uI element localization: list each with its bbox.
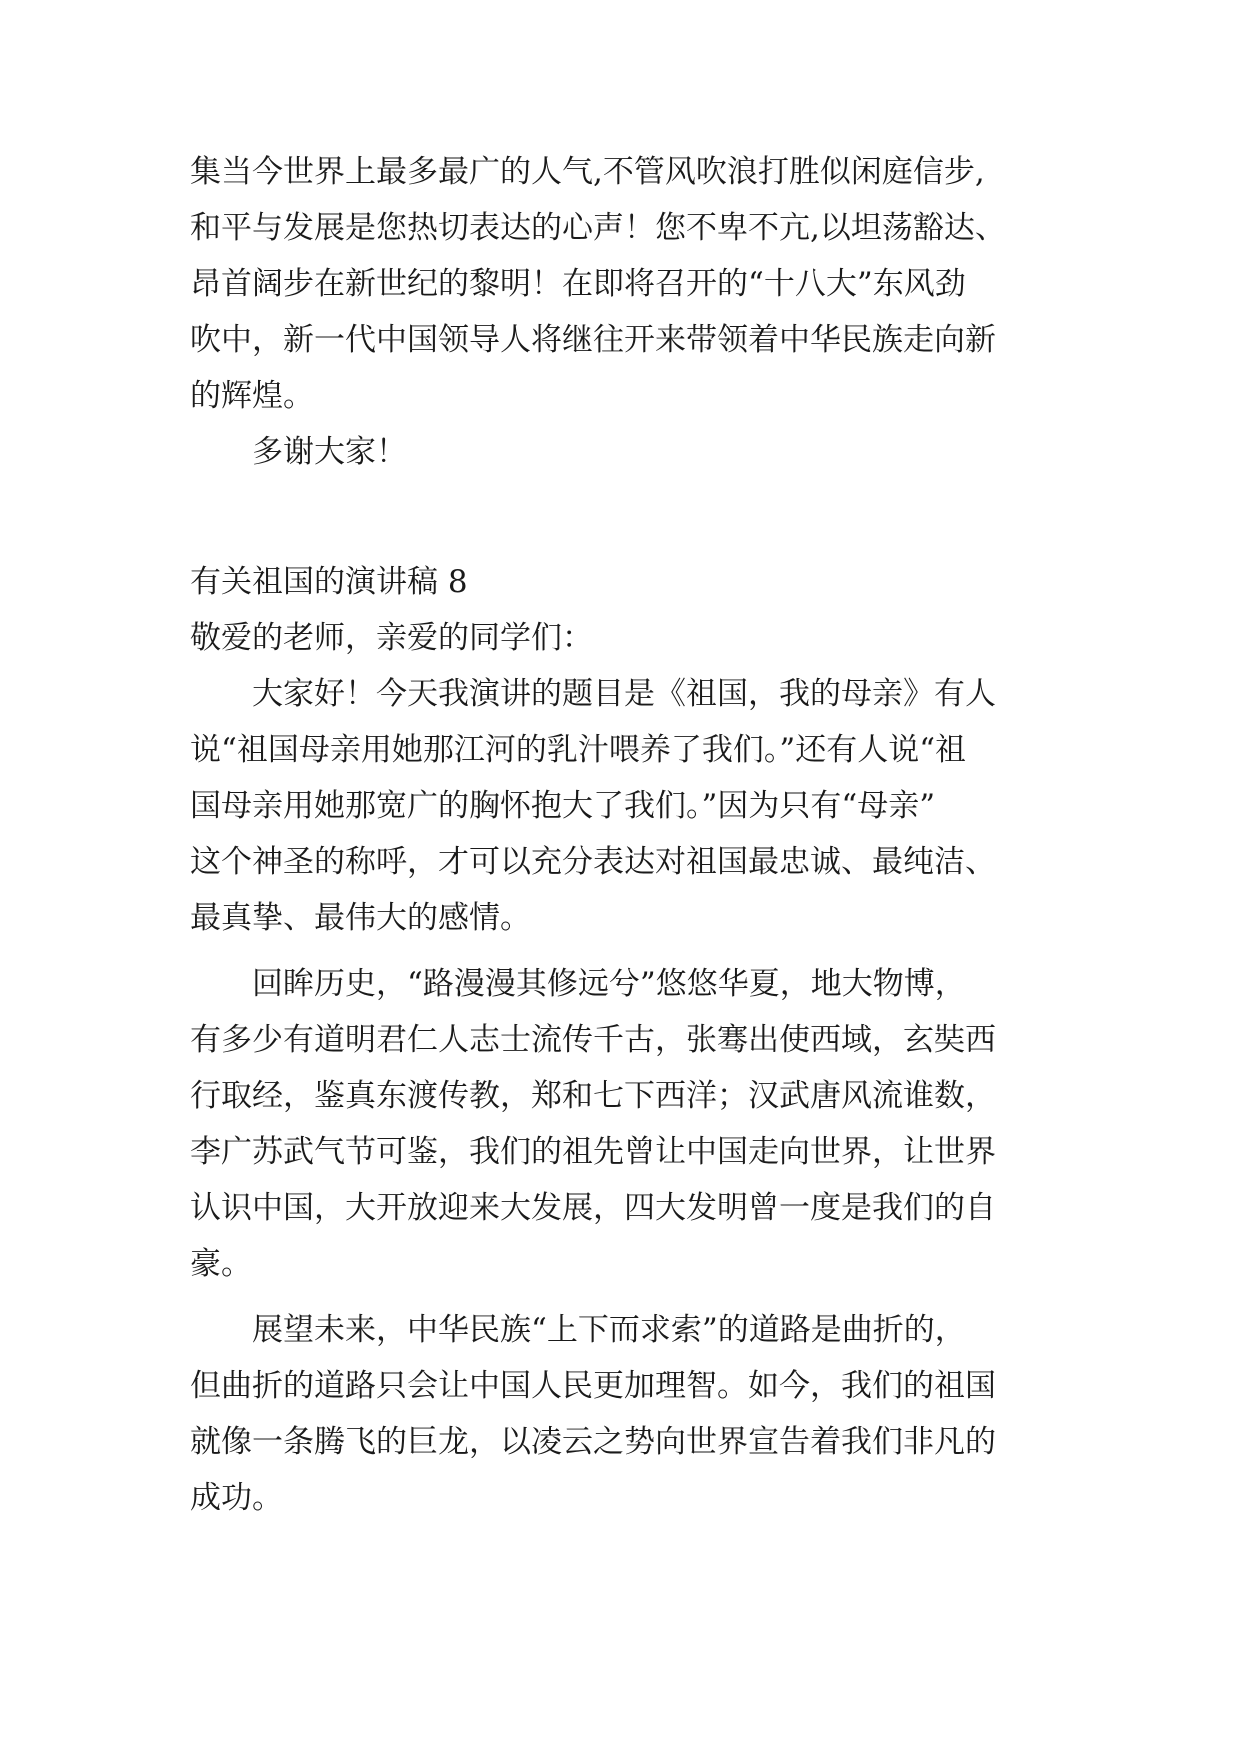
paragraph-line: 国母亲用她那宽广的胸怀抱大了我们。”因为只有“母亲”: [190, 788, 936, 824]
section-title: 有关祖国的演讲稿 8: [190, 564, 468, 600]
paragraph-line: 回眸历史，“路漫漫其修远兮”悠悠华夏，地大物博，: [252, 966, 966, 1002]
paragraph-line: 最真挚、最伟大的感情。: [190, 900, 531, 936]
text-line: 昂首阔步在新世纪的黎明！在即将召开的“十八大”东风劲: [190, 266, 966, 302]
paragraph-line: 成功。: [190, 1480, 283, 1516]
text-line: 集当今世界上最多最广的人气,不管风吹浪打胜似闲庭信步,: [190, 154, 985, 190]
text-line: 吹中，新一代中国领导人将继往开来带领着中华民族走向新: [190, 322, 996, 358]
paragraph-line: 就像一条腾飞的巨龙，以凌云之势向世界宣告着我们非凡的: [190, 1424, 996, 1460]
paragraph-line: 认识中国，大开放迎来大发展，四大发明曾一度是我们的自: [190, 1190, 996, 1226]
paragraph-line: 展望未来，中华民族“上下而求索”的道路是曲折的，: [252, 1312, 966, 1348]
text-line: 的辉煌。: [190, 378, 314, 414]
salutation: 敬爱的老师，亲爱的同学们：: [190, 620, 593, 656]
paragraph-line: 行取经，鉴真东渡传教，郑和七下西洋；汉武唐风流谁数，: [190, 1078, 996, 1114]
paragraph-line: 李广苏武气节可鉴，我们的祖先曾让中国走向世界，让世界: [190, 1134, 996, 1170]
paragraph-line: 但曲折的道路只会让中国人民更加理智。如今，我们的祖国: [190, 1368, 996, 1404]
paragraph-line: 豪。: [190, 1246, 252, 1282]
paragraph-line: 大家好！今天我演讲的题目是《祖国，我的母亲》有人: [252, 676, 996, 712]
paragraph-line: 有多少有道明君仁人志士流传千古，张骞出使西域，玄奘西: [190, 1022, 996, 1058]
paragraph-line: 说“祖国母亲用她那江河的乳汁喂养了我们。”还有人说“祖: [190, 732, 967, 768]
paragraph-line: 这个神圣的称呼，才可以充分表达对祖国最忠诚、最纯洁、: [190, 844, 996, 880]
text-line: 和平与发展是您热切表达的心声！您不卑不亢,以坦荡豁达、: [190, 210, 1006, 246]
closing-line: 多谢大家！: [252, 434, 407, 470]
